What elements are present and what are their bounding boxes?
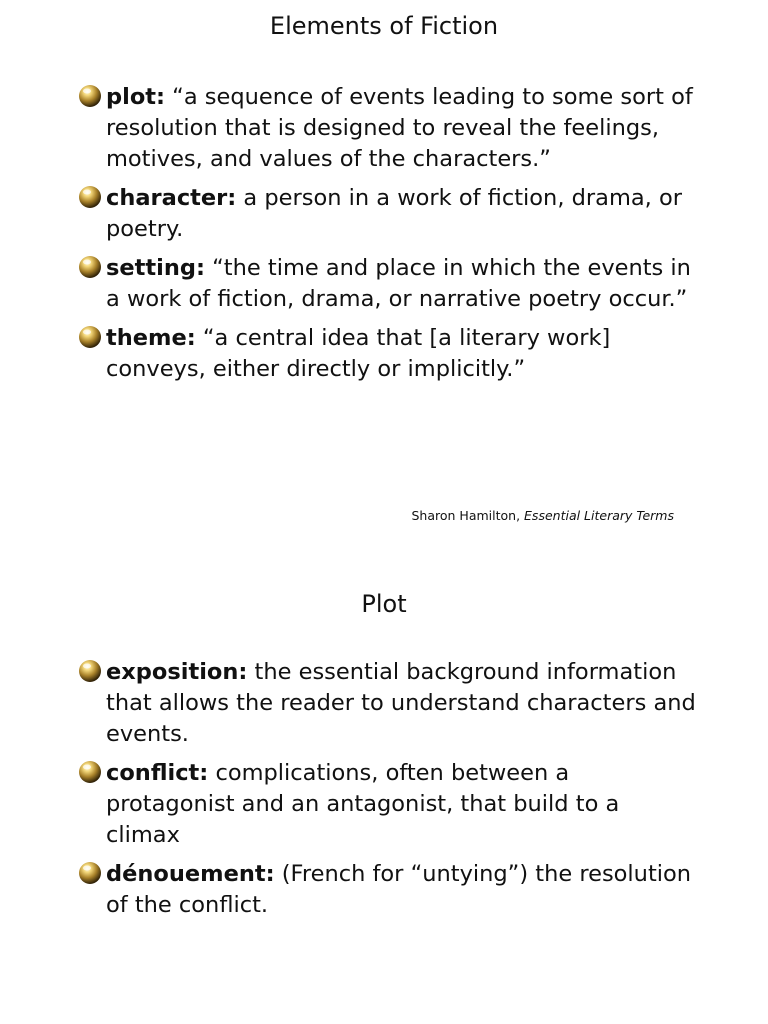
gold-orb-icon	[78, 659, 104, 685]
slide-plot	[0, 575, 768, 1015]
gold-orb-icon	[78, 185, 104, 211]
bullet-item-character	[78, 183, 698, 245]
term-label: dénouement:	[106, 861, 275, 887]
definition-text: (French for “untying”) the resolution of the conflict.	[106, 861, 692, 918]
slide-title: Elements of Fiction	[269, 12, 499, 40]
bullet-item-conflict	[78, 758, 698, 851]
citation-author: Sharon Hamilton,	[411, 508, 525, 523]
gold-orb-icon	[78, 760, 104, 786]
bullet-list	[78, 82, 698, 393]
gold-orb-icon	[78, 325, 104, 351]
bullet-item-exposition	[78, 657, 698, 750]
term-label: exposition:	[106, 659, 248, 685]
bullet-item-theme	[78, 323, 698, 385]
bullet-list	[78, 657, 698, 929]
term-label: character:	[106, 185, 237, 211]
citation-book: Essential Literary Terms	[524, 508, 674, 523]
definition-text: “a sequence of events leading to some sort of resolution that is designed to reveal the feelings, motives, and values of the characters.”	[106, 84, 693, 172]
gold-orb-icon	[78, 255, 104, 281]
bullet-item-plot	[78, 82, 698, 175]
definition-text: complications, often between a protagonist and an antagonist, that build to a climax	[106, 760, 620, 848]
definition-text: “the time and place in which the events in a work of fiction, drama, or narrative poetry occur.”	[106, 255, 691, 312]
term-label: setting:	[106, 255, 205, 281]
term-label: theme:	[106, 325, 196, 351]
gold-orb-icon	[78, 861, 104, 887]
term-label: conflict:	[106, 760, 209, 786]
citation	[412, 508, 675, 523]
gold-orb-icon	[78, 84, 104, 110]
slide-title: Plot	[361, 590, 407, 618]
definition-text: a person in a work of fiction, drama, or poetry.	[106, 185, 682, 242]
term-label: plot:	[106, 84, 166, 110]
definition-text: “a central idea that [a literary work] conveys, either directly or implicitly.”	[106, 325, 611, 382]
bullet-item-setting	[78, 253, 698, 315]
definition-text: the essential background information that allows the reader to understand characters and events.	[106, 659, 696, 747]
bullet-item-denouement	[78, 859, 698, 921]
